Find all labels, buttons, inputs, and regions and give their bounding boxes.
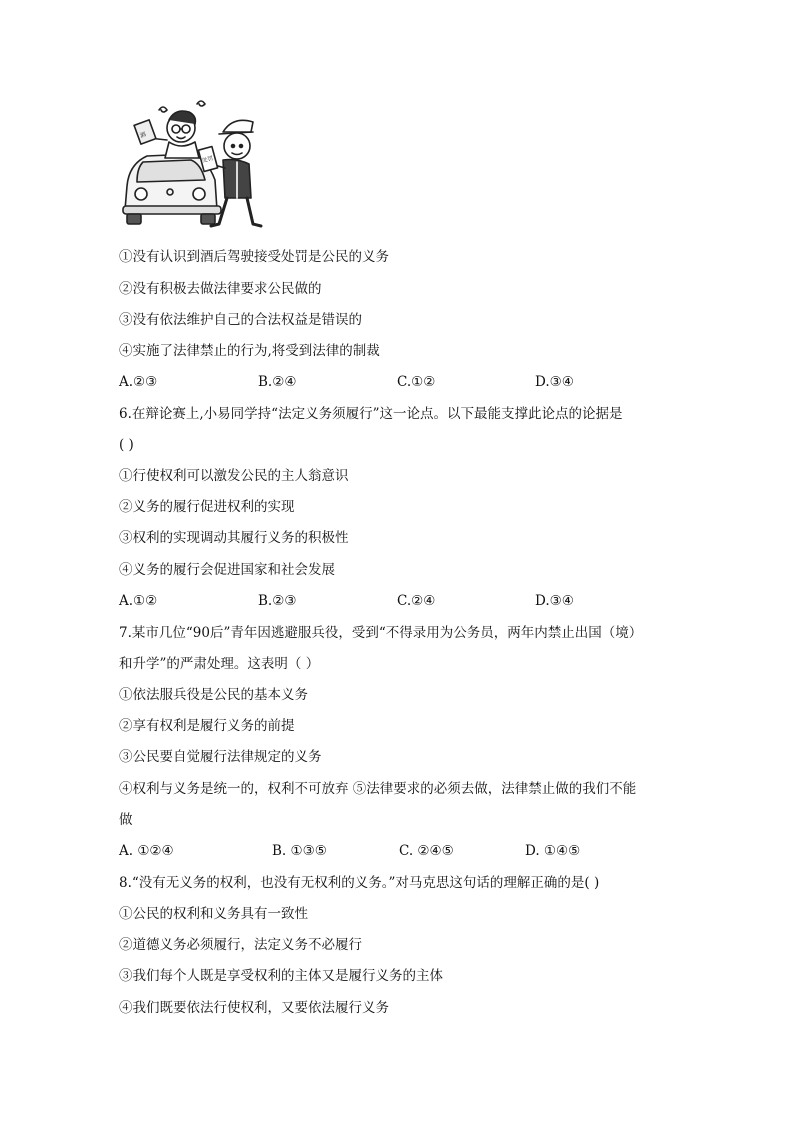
q6-option-a[interactable]: A.①②: [119, 593, 158, 609]
q7-item-3: ③公民要自觉履行法律规定的义务: [119, 749, 322, 765]
q5-item-1: ①没有认识到酒后驾驶接受处罚是公民的义务: [119, 249, 389, 265]
q6-item-2: ②义务的履行促进权利的实现: [119, 499, 295, 515]
q8-stem: 8.“没有无义务的权利，也没有无权利的义务。”对马克思这句话的理解正确的是( ): [119, 875, 600, 891]
q6-item-1: ①行使权利可以激发公民的主人翁意识: [119, 468, 349, 484]
q7-item-1: ①依法服兵役是公民的基本义务: [119, 687, 308, 703]
q5-item-4: ④实施了法律禁止的行为,将受到法律的制裁: [119, 343, 380, 359]
q7-option-b[interactable]: B. ①③⑤: [272, 843, 327, 859]
q8-item-4: ④我们既要依法行使权利，又要依法履行义务: [119, 1000, 389, 1016]
q7-item-5-cont: 做: [119, 812, 133, 828]
sign-left-text: 酒: [139, 131, 148, 140]
q6-option-d[interactable]: D.③④: [535, 593, 574, 609]
q5-option-c[interactable]: C.①②: [397, 374, 436, 390]
q5-option-d[interactable]: D.③④: [535, 374, 574, 390]
q7-stem-line2: 和升学”的严肃处理。这表明（ ）: [119, 656, 320, 672]
q7-option-d[interactable]: D. ①④⑤: [525, 843, 581, 859]
q5-item-3: ③没有依法维护自己的合法权益是错误的: [119, 312, 362, 328]
q5-option-a[interactable]: A.②③: [119, 374, 158, 390]
q7-item-4-5: ④权利与义务是统一的，权利不可放弃 ⑤法律要求的必须去做，法律禁止做的我们不能: [119, 781, 637, 797]
sign-right-text: 处罚: [201, 155, 214, 165]
q6-option-c[interactable]: C.②④: [397, 593, 436, 609]
q8-item-1: ①公民的权利和义务具有一致性: [119, 906, 308, 922]
q7-item-2: ②享有权利是履行义务的前提: [119, 718, 295, 734]
q6-stem-bracket: ( ): [119, 437, 134, 453]
q5-option-b[interactable]: B.②④: [258, 374, 297, 390]
q7-option-c[interactable]: C. ②④⑤: [399, 843, 454, 859]
q6-item-3: ③权利的实现调动其履行义务的积极性: [119, 530, 349, 546]
q6-item-4: ④义务的履行会促进国家和社会发展: [119, 562, 335, 578]
q7-option-a[interactable]: A. ①②④: [119, 843, 174, 859]
q8-item-3: ③我们每个人既是享受权利的主体又是履行义务的主体: [119, 968, 443, 984]
q6-option-b[interactable]: B.②③: [258, 593, 297, 609]
q8-item-2: ②道德义务必须履行，法定义务不必履行: [119, 937, 362, 953]
q6-stem: 6.在辩论赛上,小易同学持“法定义务须履行”这一论点。以下最能支撑此论点的论据是: [119, 406, 623, 422]
q5-item-2: ②没有积极去做法律要求公民做的: [119, 281, 322, 297]
q7-stem: 7.某市几位“90后”青年因逃避服兵役，受到“不得录用为公务员，两年内禁止出国（境）: [119, 625, 643, 641]
drunk-driving-cartoon: [119, 98, 264, 233]
